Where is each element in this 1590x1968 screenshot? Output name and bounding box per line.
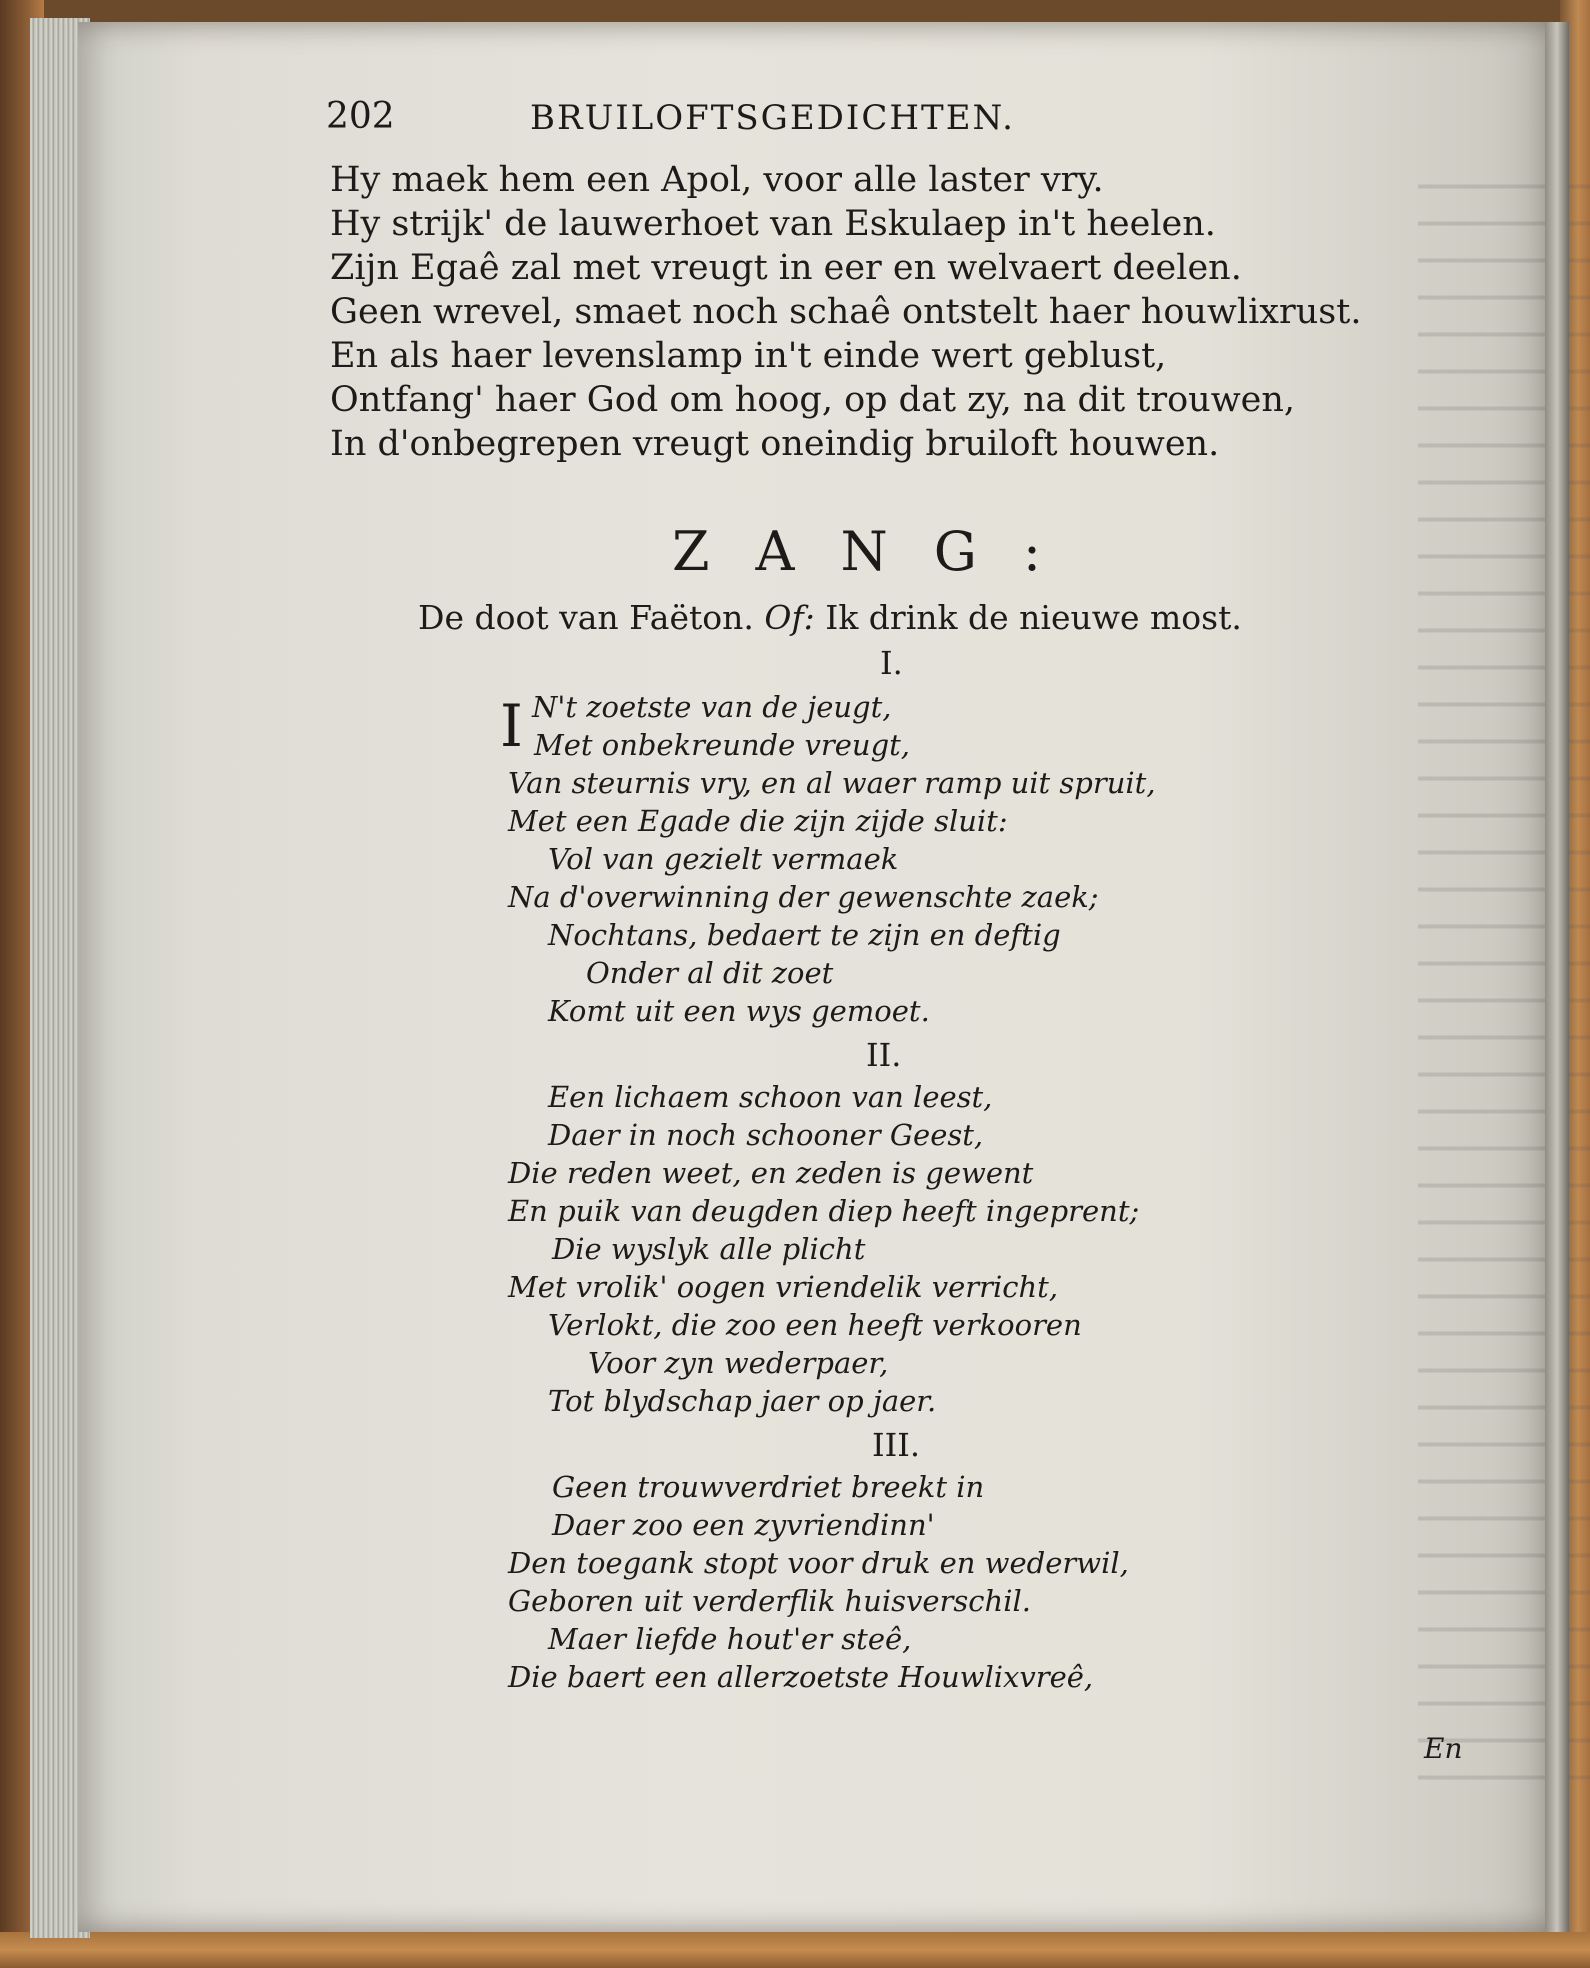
stanza-line: Van steurnis vry, en al waer ramp uit spruit,: [508, 766, 1156, 800]
verse-line: En als haer levenslamp in't einde wert geblust,: [330, 336, 1167, 376]
verse-line: Hy maek hem een Apol, voor alle laster vry.: [330, 160, 1104, 200]
stanza-line: Die baert een allerzoetste Houwlixvreê,: [508, 1660, 1094, 1694]
stanza-line: Onder al dit zoet: [586, 956, 834, 990]
drop-cap: I: [500, 692, 523, 760]
verse-line: Geen wrevel, smaet noch schaê ontstelt haer houwlixrust.: [330, 292, 1362, 332]
stanza-line: Komt uit een wys gemoet.: [548, 994, 930, 1028]
tune-separator: Of:: [764, 598, 815, 637]
stanza-line: Nochtans, bedaert te zijn en deftig: [548, 918, 1061, 952]
stanza-line: Die reden weet, en zeden is gewent: [508, 1156, 1034, 1190]
song-title: ZANG:: [672, 520, 1088, 583]
running-title: BRUILOFTSGEDICHTEN.: [530, 98, 1015, 138]
verse-line: Hy strijk' de lauwerhoet van Eskulaep in't heelen.: [330, 204, 1216, 244]
stanza-line: Daer zoo een zyvriendinn': [552, 1508, 935, 1542]
verse-line: Ontfang' haer God om hoog, op dat zy, na dit trouwen,: [330, 380, 1296, 420]
stanza-number: III.: [872, 1426, 921, 1464]
stanza-number: II.: [866, 1036, 902, 1074]
stanza-line: Een lichaem schoon van leest,: [548, 1080, 993, 1114]
page-number: 202: [326, 96, 395, 137]
catchword: En: [1424, 1732, 1463, 1765]
stanza-number: I.: [880, 644, 903, 682]
stanza-line: En puik van deugden diep heeft ingeprent;: [508, 1194, 1140, 1228]
stanza-line: Maer liefde hout'er steê,: [548, 1622, 912, 1656]
verse-line: Zijn Egaê zal met vreugt in eer en welvaert deelen.: [330, 248, 1242, 288]
stanza-line: N't zoetste van de jeugt,: [532, 690, 892, 724]
stanza-line: Geen trouwverdriet breekt in: [552, 1470, 985, 1504]
stanza-line: Met vrolik' oogen vriendelik verricht,: [508, 1270, 1059, 1304]
stanza-line: Na d'overwinning der gewenschte zaek;: [508, 880, 1099, 914]
stanza-line: Geboren uit verderflik huisverschil.: [508, 1584, 1031, 1618]
stanza-line: Die wyslyk alle plicht: [552, 1232, 866, 1266]
stanza-line: Vol van gezielt vermaek: [548, 842, 899, 876]
binding-cloth-bottom: [0, 1932, 1590, 1968]
song-subtitle: [418, 598, 1242, 637]
tune-name-a: De doot van Faëton.: [418, 598, 754, 637]
book-gutter: [1545, 22, 1569, 1932]
stanza-line: Met een Egade die zijn zijde sluit:: [508, 804, 1008, 838]
stanza-line: Verlokt, die zoo een heeft verkooren: [548, 1308, 1082, 1342]
tune-name-b: Ik drink de nieuwe most.: [825, 598, 1242, 637]
stanza-line: Voor zyn wederpaer,: [588, 1346, 889, 1380]
stanza-line: Tot blydschap jaer op jaer.: [548, 1384, 937, 1418]
stanza-line: Met onbekreunde vreugt,: [534, 728, 911, 762]
verse-line: In d'onbegrepen vreugt oneindig bruiloft houwen.: [330, 424, 1220, 464]
stanza-line: Daer in noch schooner Geest,: [548, 1118, 984, 1152]
stanza-line: Den toegank stopt voor druk en wederwil,: [508, 1546, 1129, 1580]
